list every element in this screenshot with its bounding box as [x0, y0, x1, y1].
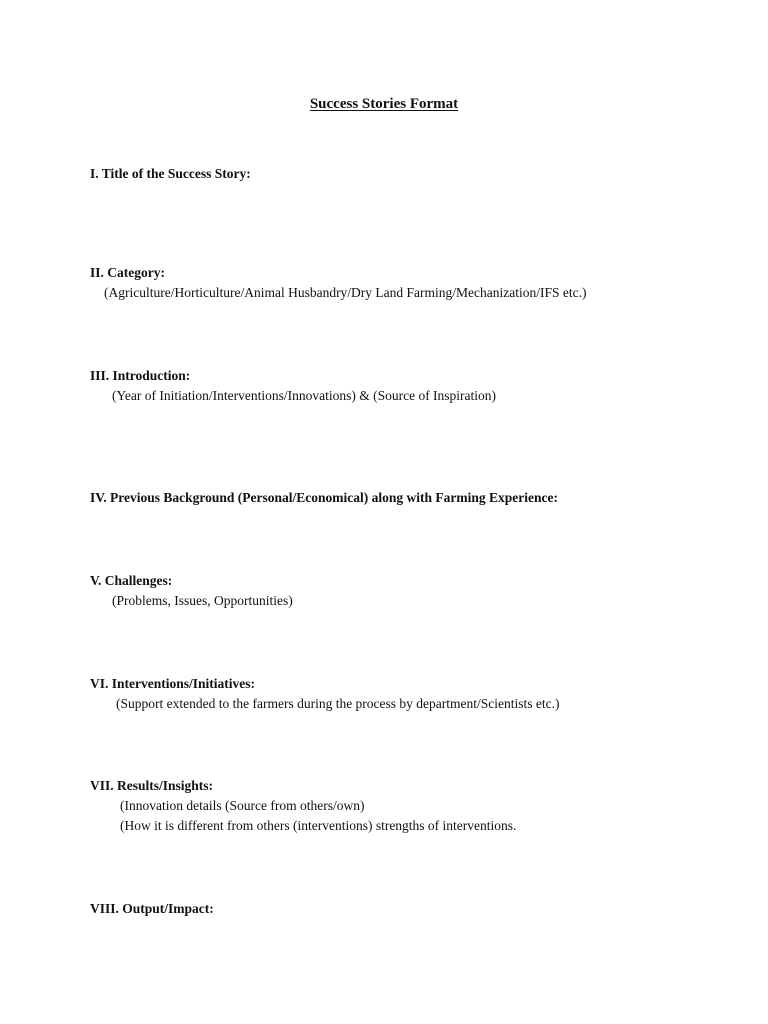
section-introduction — [90, 366, 710, 406]
document-title: Success Stories Format — [309, 96, 459, 112]
section-heading: V. Challenges: — [90, 573, 173, 588]
section-note: (Agriculture/Horticulture/Animal Husbandry/Dry Land Farming/Mechanization/IFS etc.) — [104, 285, 587, 300]
section-heading: VII. Results/Insights: — [90, 778, 214, 793]
section-heading: III. Introduction: — [90, 368, 191, 383]
section-heading: IV. Previous Background (Personal/Economical) along with Farming Experience: — [90, 490, 558, 505]
section-note: (Problems, Issues, Opportunities) — [112, 593, 293, 608]
section-note: (Support extended to the farmers during the process by department/Scientists etc.) — [116, 696, 560, 711]
section-category — [90, 263, 710, 303]
section-heading: VIII. Output/Impact: — [90, 901, 214, 916]
section-title-of-story — [90, 164, 710, 184]
section-note: (How it is different from others (interventions) strengths of interventions. — [120, 818, 517, 833]
section-heading: II. Category: — [90, 265, 165, 280]
section-results — [90, 776, 710, 836]
section-challenges — [90, 571, 710, 611]
section-output-impact — [90, 899, 710, 919]
section-note: (Year of Initiation/Interventions/Innovations) & (Source of Inspiration) — [112, 388, 497, 403]
section-previous-background — [90, 488, 710, 508]
section-interventions — [90, 674, 710, 714]
section-heading: I. Title of the Success Story: — [90, 166, 251, 181]
section-heading: VI. Interventions/Initiatives: — [90, 676, 255, 691]
section-note: (Innovation details (Source from others/own) — [120, 798, 365, 813]
